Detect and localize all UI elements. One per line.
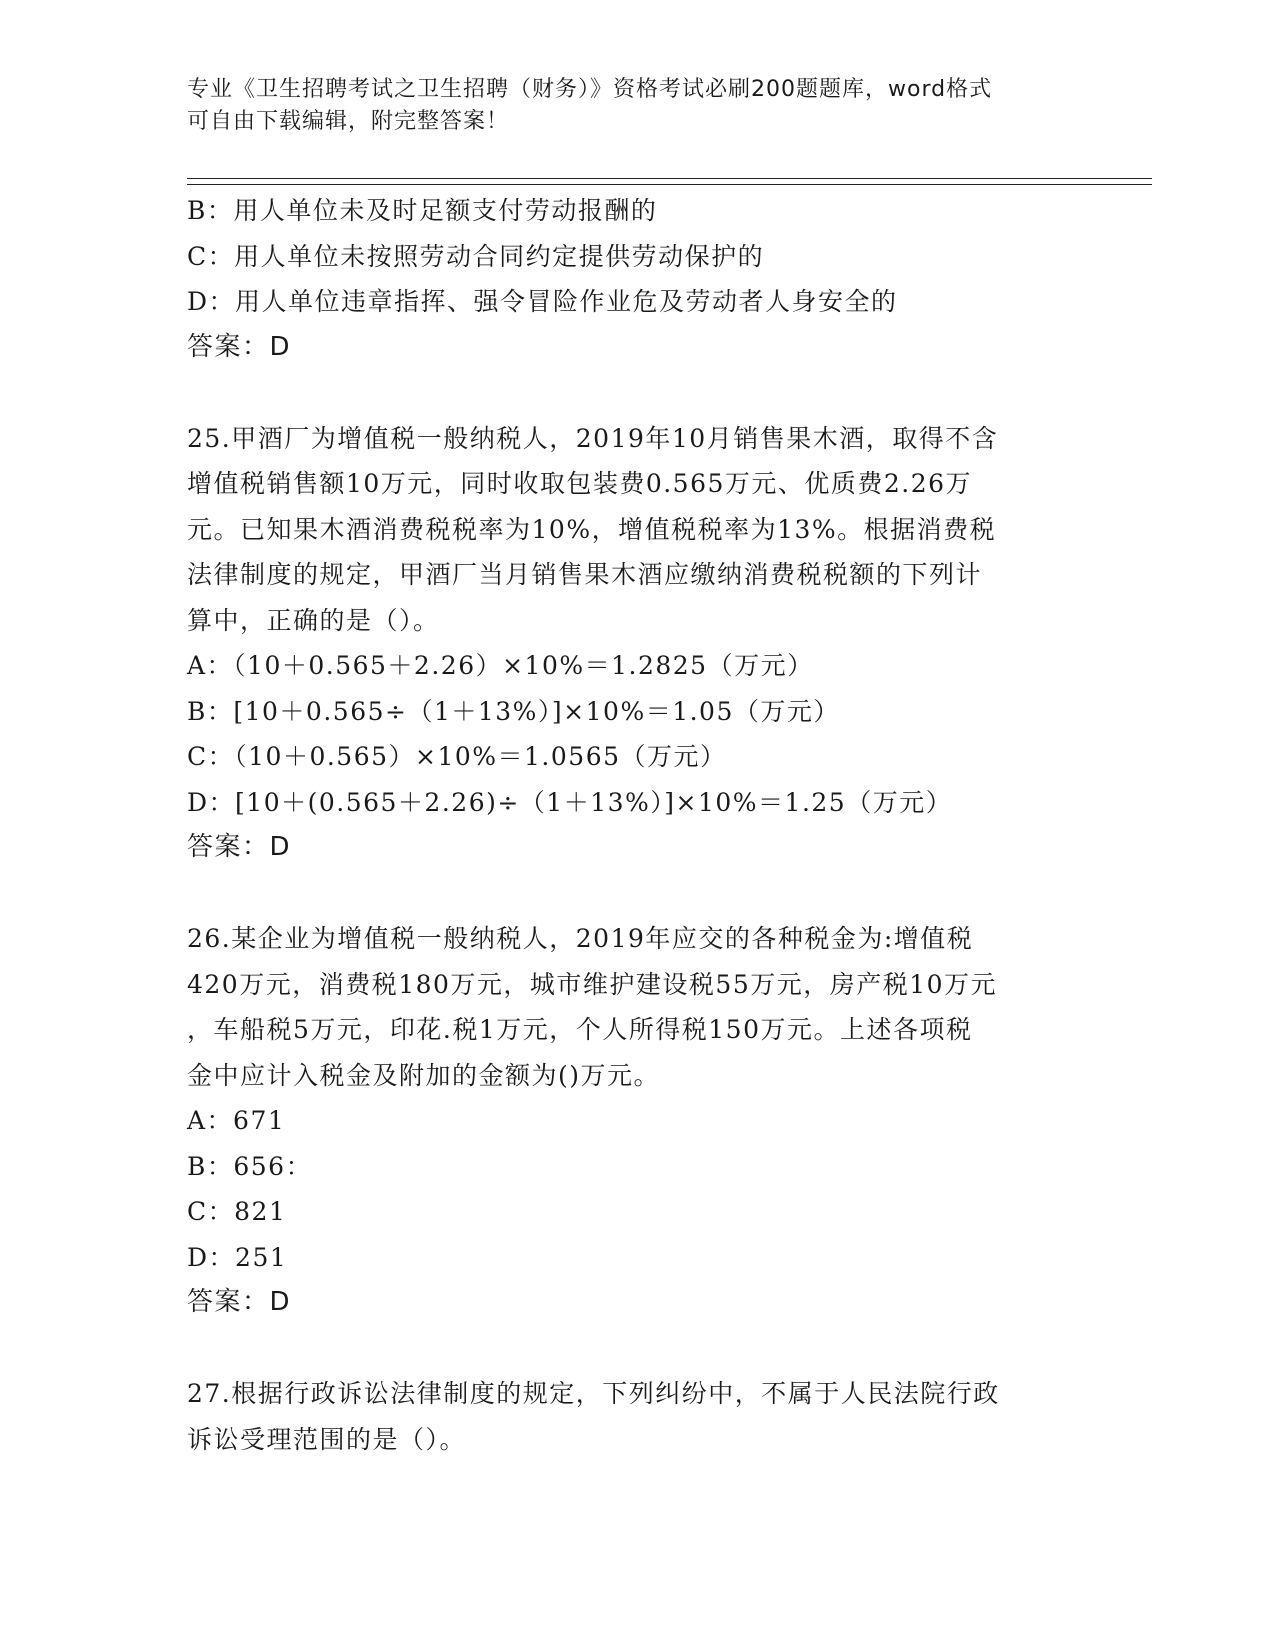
answer: 答案：D [187, 331, 292, 362]
answer: 答案：D [187, 832, 292, 862]
header-rule-bottom [187, 184, 1152, 185]
question-27 [187, 1371, 1087, 1462]
question-stem-line: 增值税销售额10万元，同时收取包装费0.565万元、优质费2.26万 [187, 469, 973, 498]
option-d: D：用人单位违章指挥、强令冒险作业危及劳动者人身安全的 [187, 287, 898, 316]
document-body [187, 188, 1087, 1462]
question-stem-line: 诉讼受理范围的是（）。 [187, 1424, 467, 1454]
question-stem-line: 27.根据行政诉讼法律制度的规定，下列纠纷中，不属于人民法院行政 [187, 1379, 1000, 1408]
header-line-2: 可自由下载编辑，附完整答案！ [187, 109, 510, 134]
question-stem-line: 算中，正确的是（）。 [187, 605, 440, 635]
question-stem-line: 金中应计入税金及附加的金额为()万元。 [187, 1060, 661, 1090]
option-c: C：用人单位未按照劳动合同约定提供劳动保护的 [187, 241, 765, 271]
spacer [187, 871, 1087, 917]
option-b: B：[10＋0.565÷（1＋13%）]×10%＝1.05（万元） [187, 696, 840, 726]
option-a: A：671 [187, 1106, 286, 1135]
header-line-1: 专业《卫生招聘考试之卫生招聘（财务）》资格考试必刷200题题库，word格式 [187, 77, 993, 102]
question-stem-line: ，车船税5万元，印花.税1万元，个人所得税150万元。上述各项税 [187, 1015, 973, 1044]
header-rule-top [187, 178, 1152, 179]
option-b: B：656： [187, 1151, 313, 1181]
option-b: B：用人单位未及时足额支付劳动报酬的 [187, 196, 658, 225]
spacer [187, 370, 1087, 416]
answer: 答案：D [187, 1287, 292, 1317]
question-24 [187, 188, 1087, 370]
spacer [187, 1326, 1087, 1372]
option-c: C：（10＋0.565）×10%＝1.0565（万元） [187, 742, 727, 771]
question-stem-line: 420万元，消费税180万元，城市维护建设税55万元，房产税10万元 [187, 969, 998, 999]
option-d: D：251 [187, 1242, 288, 1272]
option-d: D：[10＋(0.565＋2.26)÷（1＋13%）]×10%＝1.25（万元） [187, 787, 953, 817]
option-a: A：（10＋0.565＋2.26）×10%＝1.2825（万元） [187, 651, 814, 680]
option-c: C：821 [187, 1197, 287, 1226]
question-stem-line: 25.甲酒厂为增值税一般纳税人，2019年10月销售果木酒，取得不含 [187, 423, 999, 453]
question-stem-line: 元。已知果木酒消费税税率为10%，增值税税率为13%。根据消费税 [187, 514, 997, 544]
question-stem-line: 26.某企业为增值税一般纳税人，2019年应交的各种税金为:增值税 [187, 924, 974, 953]
question-26 [187, 916, 1087, 1326]
question-stem-line: 法律制度的规定，甲酒厂当月销售果木酒应缴纳消费税税额的下列计 [187, 560, 983, 589]
document-header [187, 74, 1067, 138]
question-25 [187, 416, 1087, 871]
